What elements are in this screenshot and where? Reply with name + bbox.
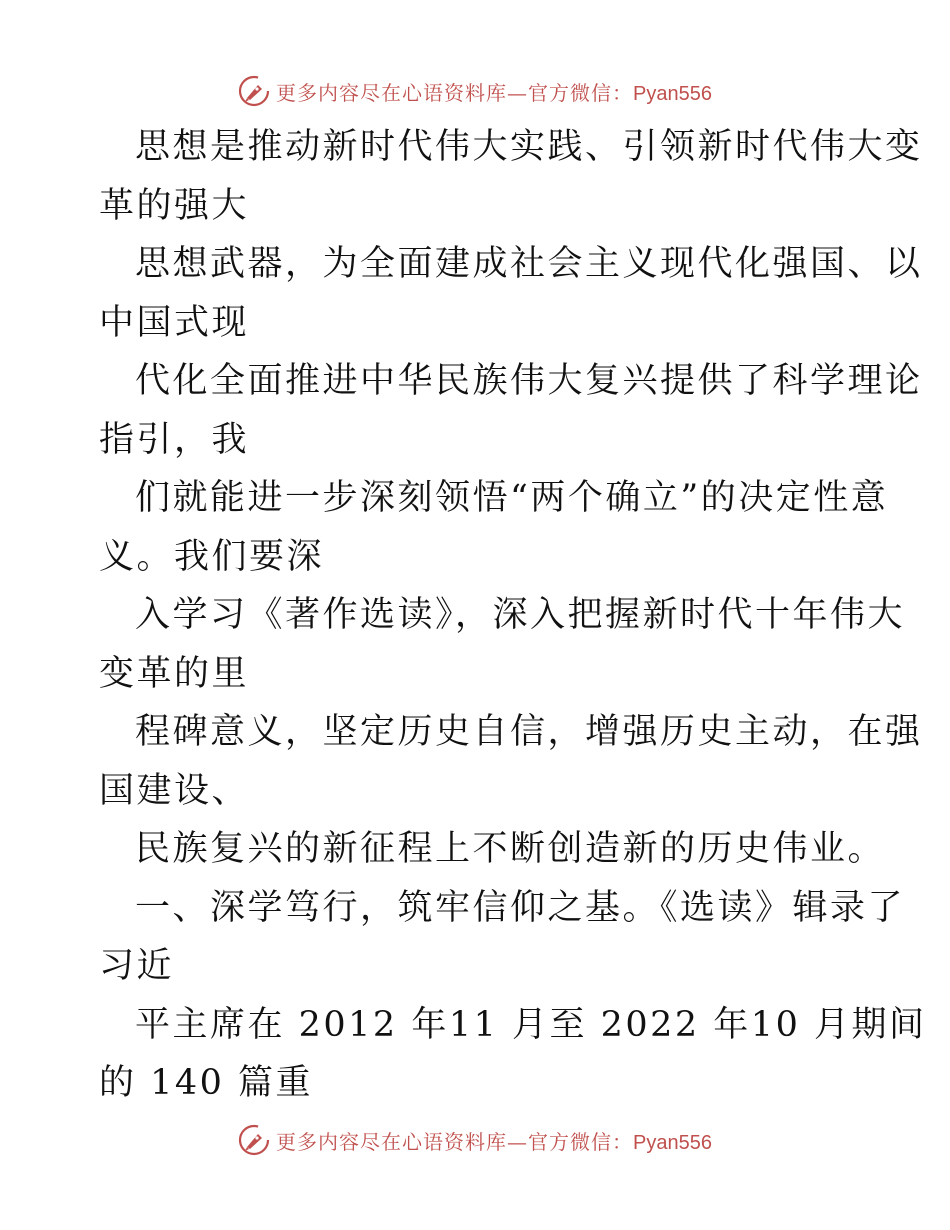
text-line: 的 140 篇重 (99, 1063, 314, 1103)
text-line: 平主席在 2012 年11 月至 2022 年10 月期间 (135, 1004, 927, 1045)
text-line: 入学习《著作选读》，深入把握新时代十年伟大 (135, 595, 906, 635)
pen-nib-logo-icon (238, 75, 270, 107)
text-line: 思想武器，为全面建成社会主义现代化强国、以 (135, 244, 923, 284)
text-line: 思想是推动新时代伟大实践、引领新时代伟大变 (135, 127, 923, 167)
wechat-id: Pyan556 (633, 82, 712, 105)
text-line: 变革的里 (99, 653, 250, 694)
header-banner (0, 71, 950, 111)
text-line: 义。我们要深 (99, 536, 325, 577)
pen-nib-logo-icon (238, 1124, 270, 1156)
text-line: 民族复兴的新征程上不断创造新的历史伟业。 (135, 829, 886, 869)
text-line: 国建设、 (99, 770, 250, 811)
document-body (99, 118, 927, 1113)
text-line: 习近 (99, 946, 175, 986)
wechat-id: Pyan556 (633, 1131, 712, 1154)
text-line: 程碑意义，坚定历史自信，增强历史主动，在强 (135, 712, 923, 752)
text-line: 们就能进一步深刻领悟“两个确立”的决定性意 (135, 478, 889, 518)
text-line: 代化全面推进中华民族伟大复兴提供了科学理论 (135, 361, 923, 401)
text-line: 一、深学笃行，筑牢信仰之基。《选读》辑录了 (135, 887, 906, 928)
footer-banner (0, 1120, 950, 1160)
text-line: 革的强大 (99, 185, 250, 226)
banner-label: 更多内容尽在心语资料库—官方微信：Pyan556 (276, 80, 712, 105)
text-line: 指引，我 (99, 419, 250, 460)
text-line: 中国式现 (99, 302, 250, 343)
banner-label: 更多内容尽在心语资料库—官方微信：Pyan556 (276, 1129, 712, 1154)
